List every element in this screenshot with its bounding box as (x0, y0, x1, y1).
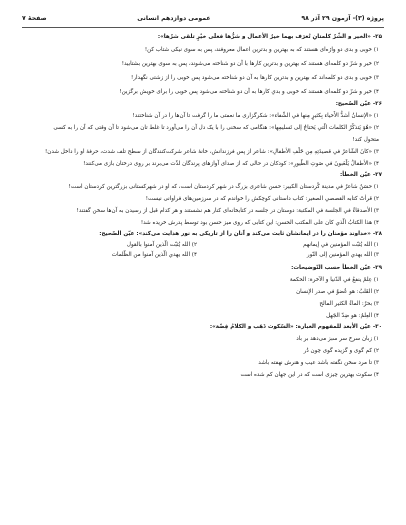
option-3: ۳) «كانَ الشّاعرُ في قصيدَتِهِ مِن خَلْفِ الأطفالِ»: شاعر از پس فرزندانش، خانهٔ شاعر شرکت‌کنندگان از سطح تلف شدت، حرفهٔ او را داخل شدن! (44, 149, 379, 155)
page-header (22, 11, 384, 25)
option-2: ۲) القَلبُ: هو عُضوٌ في صدر الإنسان (296, 289, 379, 295)
option-1: ۱) «الإنسانُ أشدُّ الأَحياء بِكثيرٍ مِنها في الشِّفاء»: شکرگزاری ما نعمتی ما را گرفت تا آن‌ها را در آن شناختند! (132, 113, 379, 119)
question-text: ۲۵- «الخير و الشّرّ كلمتانِ تُعرَف بهما خيرُ الأعمال و شرُّها فعلَى خيْرٍ تلقى شرّها»: (157, 34, 382, 40)
questions-area (24, 32, 382, 517)
question-text: ۲۸- «خداوند مؤمنان را در ایمانشان ثابت می‌کند و آنان را از تاریکی به نور هدایت می‌کند»: عیّن الصّحیح: (99, 231, 382, 237)
question-30 (24, 322, 382, 381)
question-27 (24, 170, 382, 229)
option-4: ۴) سکوت بهترین چیزی است که در این جهان کم شده است (240, 372, 379, 378)
page-number: صفحهٔ ۷ (22, 14, 47, 22)
subject-title: عمومی دوازدهم انسانی (137, 14, 211, 22)
option-3: ۳) خوبی و بدی دو کلمه‌اند که بهترین و بدترین کارها به آن دو شناخته می‌شود پس خوبی را از زشتی نگهدار! (131, 75, 379, 81)
option-4: ۴) «الأطفالُ يَلْعَبونَ في صَوتِ الطّيورِ»: کودکان در حالی که از صدای آوازهای پرندگان لذّت می‌برند بر روی درختان بازی می‌کنند! (83, 161, 379, 167)
options-grid (24, 240, 382, 260)
question-25 (24, 32, 382, 99)
option-2: ۲) قرأتُ كتابه القصصي الصغير: کتاب داستانی کوچکش را خواندم که در سرزمین‌های فراوانی نیست! (145, 196, 379, 202)
option-4: ۴) خیر و شرّ دو کلمه‌ای هستند که خوبی و بدیِ کارها به آن دو شناخته می‌شود پس خوبی را برای خویش برگزین! (119, 89, 379, 95)
header-divider (22, 27, 384, 28)
exam-title: پروژه (۳)- آزمون ۲۹ آذر ۹۸ (301, 14, 384, 22)
option-1: ۱) عِلمٌ ينفعُ في الدّنيا و الآخرة: الحکمة (289, 277, 379, 283)
option-1: ۱) خوبی و بدی دو واژه‌ای هستند که به بهترین و بدترین اعمال معروفند، پس به سوی نیکی شتاب کن! (144, 47, 379, 53)
option-3: ۳) تا مرد سخن نگفته باشد عیب و هنرش نهفته باشد (258, 360, 379, 366)
question-26 (24, 99, 382, 170)
option-3: ۳) بحرٌ: الماءُ الكثير المالح (319, 301, 379, 307)
option-2: ۲) کم گوی و گزیده گوی چون دُر (303, 348, 379, 354)
option-1: ۱) الله يُثبّت المؤمنين في إيمانهم (303, 242, 379, 248)
question-text: ۲۹- عیّن الخطأ حسب التّوضیحات: (291, 265, 382, 271)
option-2: ۲) خیر و شرّ دو کلمه‌ای هستند که بهترین و بدترین کارها با آن دو شناخته می‌شوند، پس به سوی بهترین بشتابید! (121, 61, 379, 67)
option-3: ۳) الأصدقاءُ في الجلسة في المكتبة: دوستان در جلسه در کتابخانه‌ای کنار هم نشستند و هر کدام قبل از رسیدن به آن‌ها سخن گفتند! (76, 208, 379, 214)
option-2: ۲) الله يُثبّت الّذين آمنوا بالقول (126, 242, 197, 248)
option-4: ۴) هذا الكتابُ الّذي كان على المكتب الحسن: این کتابی که روی میز حسن بود توسط پدرش خریده شد! (140, 220, 379, 226)
option-3: ۳) الله يهدي المؤمنين إلى النّور (306, 252, 379, 258)
question-text: ۲۷- عیّن الخطأ: (339, 172, 382, 178)
option-1: ۱) زبان سرخ سر سبز می‌دهد بر باد (296, 336, 379, 342)
question-text: ۲۶- عیّن الصّحیح: (335, 101, 382, 107)
option-4: ۴) العِلمُ: هو ضِدّ الجَهل (326, 313, 379, 319)
option-2: ۲) «هُوَ يَتذكّرُ الكلمات الّتي يَحتاجُ إلى تَسليمِها»: هنگامی که سخنی را با یک دل آن را می‌آورد تا غلط تان می‌شود تا آن وقتی که آن را به کسی (53, 125, 379, 131)
option-1: ۱) حسَنٌ شاعرٌ في مدينة كُردستان الكبير: حسن شاعری بزرگ در شهر کردستان است، که او در شهرکستانی بزرگترین کردستان است! (68, 184, 379, 190)
question-text: ۳۰- عیّن الأبعد للمفهوم العبارة: «السّکوت ذَهَب و الکلامُ فِضّة»: (209, 324, 382, 330)
question-29 (24, 263, 382, 322)
option-4: ۴) الله يهدي الّذين آمنوا من الظّلمات (111, 252, 197, 258)
option-2-continued: متحول کند! (352, 137, 379, 143)
question-28 (24, 229, 382, 260)
